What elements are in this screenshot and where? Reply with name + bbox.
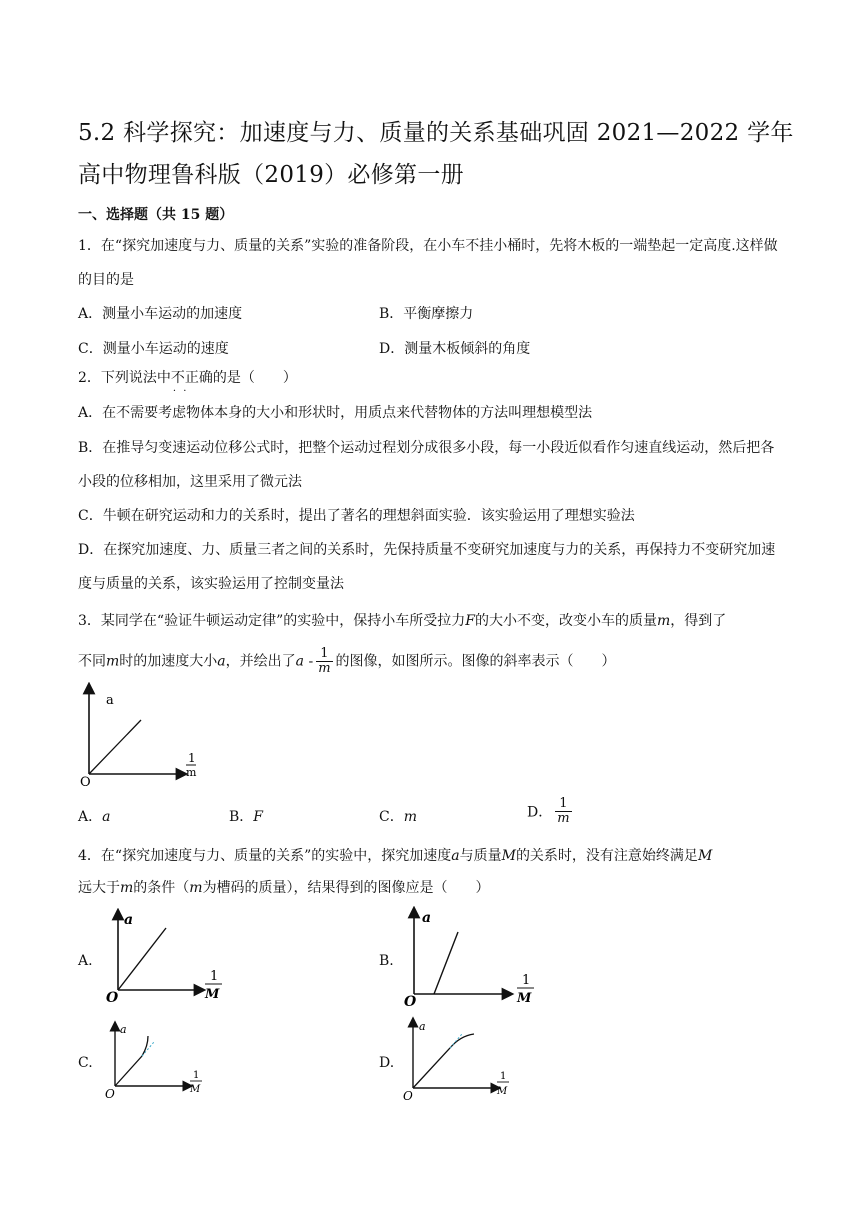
q4-graph-a bbox=[104, 908, 234, 1006]
q3-fraction: $\frac{1}{m}$ bbox=[318, 646, 331, 676]
q4-label-a: A. bbox=[78, 953, 93, 969]
q2-option-c: C．牛顿在研究运动和力的关系时，提出了著名的理想斜面实验．该实验运用了理想实验法 bbox=[78, 508, 635, 524]
q3-y-label: a bbox=[106, 693, 114, 708]
svg-text:1: 1 bbox=[522, 973, 531, 988]
q1-option-b: B．平衡摩擦力 bbox=[379, 306, 474, 322]
svg-text:1: 1 bbox=[210, 969, 219, 984]
q2-emphasis: 不正确 · · bbox=[171, 370, 213, 386]
q1-stem: 1．在“探究加速度与力、质量的关系”实验的准备阶段，在小车不挂小桶时，先将木板的一端垫起一定高度.这样做的目的是 bbox=[78, 238, 778, 288]
q3-graph bbox=[70, 682, 210, 788]
svg-text:a: a bbox=[422, 910, 432, 926]
svg-text:a: a bbox=[120, 1023, 127, 1036]
svg-text:O: O bbox=[106, 990, 119, 1006]
svg-text:O: O bbox=[105, 1087, 115, 1101]
q3-stem-line1: 3．某同学在“验证牛顿运动定律”的实验中，保持小车所受拉力F的大小不变，改变小车的质量m，得到了 bbox=[78, 613, 727, 629]
svg-text:M: M bbox=[517, 991, 532, 1006]
q3-line bbox=[89, 720, 141, 774]
q4-label-b: B. bbox=[379, 953, 394, 969]
q2-stem: 2．下列说法中不正确 · ·的是（ ） bbox=[78, 368, 297, 388]
q4c-curve bbox=[115, 1036, 148, 1086]
q4d-curve bbox=[413, 1034, 474, 1088]
q4-stem-line2: 远大于m的条件（m为槽码的质量），结果得到的图像应是（ ） bbox=[78, 880, 490, 896]
svg-text:1: 1 bbox=[193, 1070, 200, 1081]
svg-text:a: a bbox=[419, 1020, 426, 1033]
svg-text:O: O bbox=[403, 1089, 413, 1103]
q4-stem-line1: 4．在“探究加速度与力、质量的关系”的实验中，探究加速度a与质量M的关系时，没有注意始终满足M bbox=[78, 848, 713, 864]
q2-option-a: A．在不需要考虑物体本身的大小和形状时，用质点来代替物体的方法叫理想模型法 bbox=[78, 405, 593, 421]
q3-option-d: D． $\frac{1}{m}$ bbox=[527, 796, 570, 826]
q3-x-label-den: m bbox=[186, 766, 197, 779]
q4-label-c: C. bbox=[78, 1055, 93, 1071]
q4-graph-d bbox=[400, 1016, 520, 1104]
svg-text:1: 1 bbox=[500, 1071, 507, 1082]
q2-option-d: D．在探究加速度、力、质量三者之间的关系时，先保持质量不变研究加速度与力的关系，再保持力不变研究加速度与质量的关系，该实验运用了控制变量法 bbox=[78, 542, 776, 592]
q3-option-c: C．m bbox=[379, 809, 417, 825]
q3-x-label-num: 1 bbox=[188, 751, 196, 765]
q1-option-a: A．测量小车运动的加速度 bbox=[78, 306, 243, 322]
svg-text:O: O bbox=[404, 994, 417, 1010]
q3-option-a: A．a bbox=[78, 809, 111, 825]
q3-origin: O bbox=[80, 775, 91, 788]
svg-text:a: a bbox=[124, 912, 134, 928]
q1-option-d: D．测量木板倾斜的角度 bbox=[379, 341, 531, 357]
section-heading: 一、选择题（共 15 题） bbox=[78, 207, 234, 223]
page-title: 5.2 科学探究：加速度与力、质量的关系基础巩固 2021—2022 学年高中物理鲁科版（2019）必修第一册 bbox=[78, 120, 794, 188]
q4b-line bbox=[434, 932, 458, 994]
svg-text:M: M bbox=[497, 1086, 508, 1097]
q4a-line bbox=[118, 928, 166, 990]
q4-graph-b bbox=[400, 906, 540, 1010]
q3-stem-line2: 不同m时的加速度大小a，并绘出了a - $\frac{1}{m}$ 的图像，如图所示。图像的斜率表示（ ） bbox=[78, 646, 616, 676]
q3-option-b: B．F bbox=[229, 809, 264, 825]
svg-text:M: M bbox=[205, 987, 220, 1002]
q4-label-d: D. bbox=[379, 1055, 395, 1071]
svg-text:M: M bbox=[190, 1084, 201, 1095]
q1-option-c: C．测量小车运动的速度 bbox=[78, 341, 229, 357]
q4-graph-c bbox=[102, 1020, 212, 1102]
q2-option-b: B．在推导匀变速运动位移公式时，把整个运动过程划分成很多小段，每一小段近似看作匀速直线运动，然后把各小段的位移相加，这里采用了微元法 bbox=[78, 440, 775, 490]
